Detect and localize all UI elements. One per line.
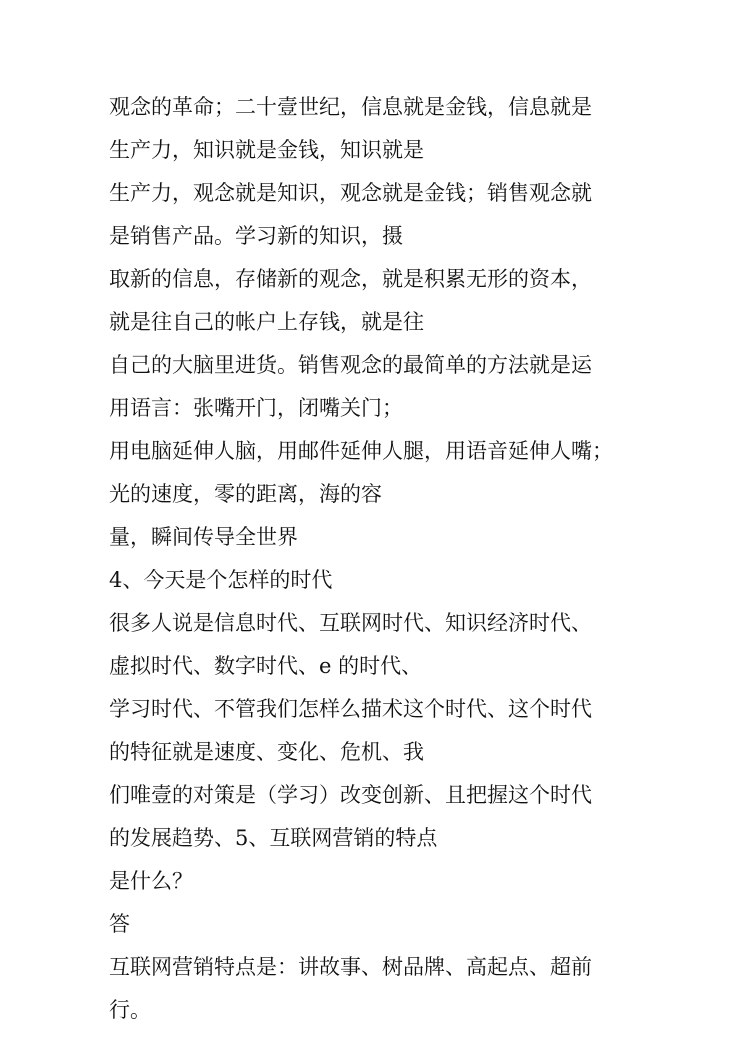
text-line: 光的速度，零的距离，海的容 xyxy=(109,482,382,506)
text-line: 虚拟时代、数字时代、e 的时代、 xyxy=(109,654,423,678)
text-line: 很多人说是信息时代、互联网时代、知识经济时代、 xyxy=(109,611,592,635)
text-line: 生产力，知识就是金钱，知识就是 xyxy=(109,138,424,162)
text-line: 生产力，观念就是知识，观念就是金钱；销售观念就 xyxy=(109,181,592,205)
text-line: 答 xyxy=(109,912,130,936)
text-line: 的特征就是速度、变化、危机、我 xyxy=(109,740,424,764)
text-line: 互联网营销特点是：讲故事、树品牌、高起点、超前 xyxy=(109,955,592,979)
text-line: 量，瞬间传导全世界 xyxy=(109,525,298,549)
text-line: 4、今天是个怎样的时代 xyxy=(109,568,333,592)
text-line: 是销售产品。学习新的知识，摄 xyxy=(109,224,403,248)
text-line: 行。 xyxy=(109,998,151,1022)
text-line: 的发展趋势、5、互联网营销的特点 xyxy=(109,826,438,850)
text-line: 是什么？ xyxy=(109,869,193,893)
text-line: 自己的大脑里进货。销售观念的最简单的方法就是运 xyxy=(109,353,592,377)
text-line: 学习时代、不管我们怎样么描术这个时代、这个时代 xyxy=(109,697,592,721)
text-line: 观念的革命；二十壹世纪，信息就是金钱，信息就是 xyxy=(109,95,592,119)
text-line: 用语言：张嘴开门，闭嘴关门； xyxy=(109,396,403,420)
text-line: 就是往自己的帐户上存钱，就是往 xyxy=(109,310,424,334)
text-line: 取新的信息，存储新的观念，就是积累无形的资本， xyxy=(109,267,592,291)
text-line: 用电脑延伸人脑，用邮件延伸人腿，用语音延伸人嘴； xyxy=(109,439,613,463)
text-line: 们唯壹的对策是（学习）改变创新、且把握这个时代 xyxy=(109,783,592,807)
